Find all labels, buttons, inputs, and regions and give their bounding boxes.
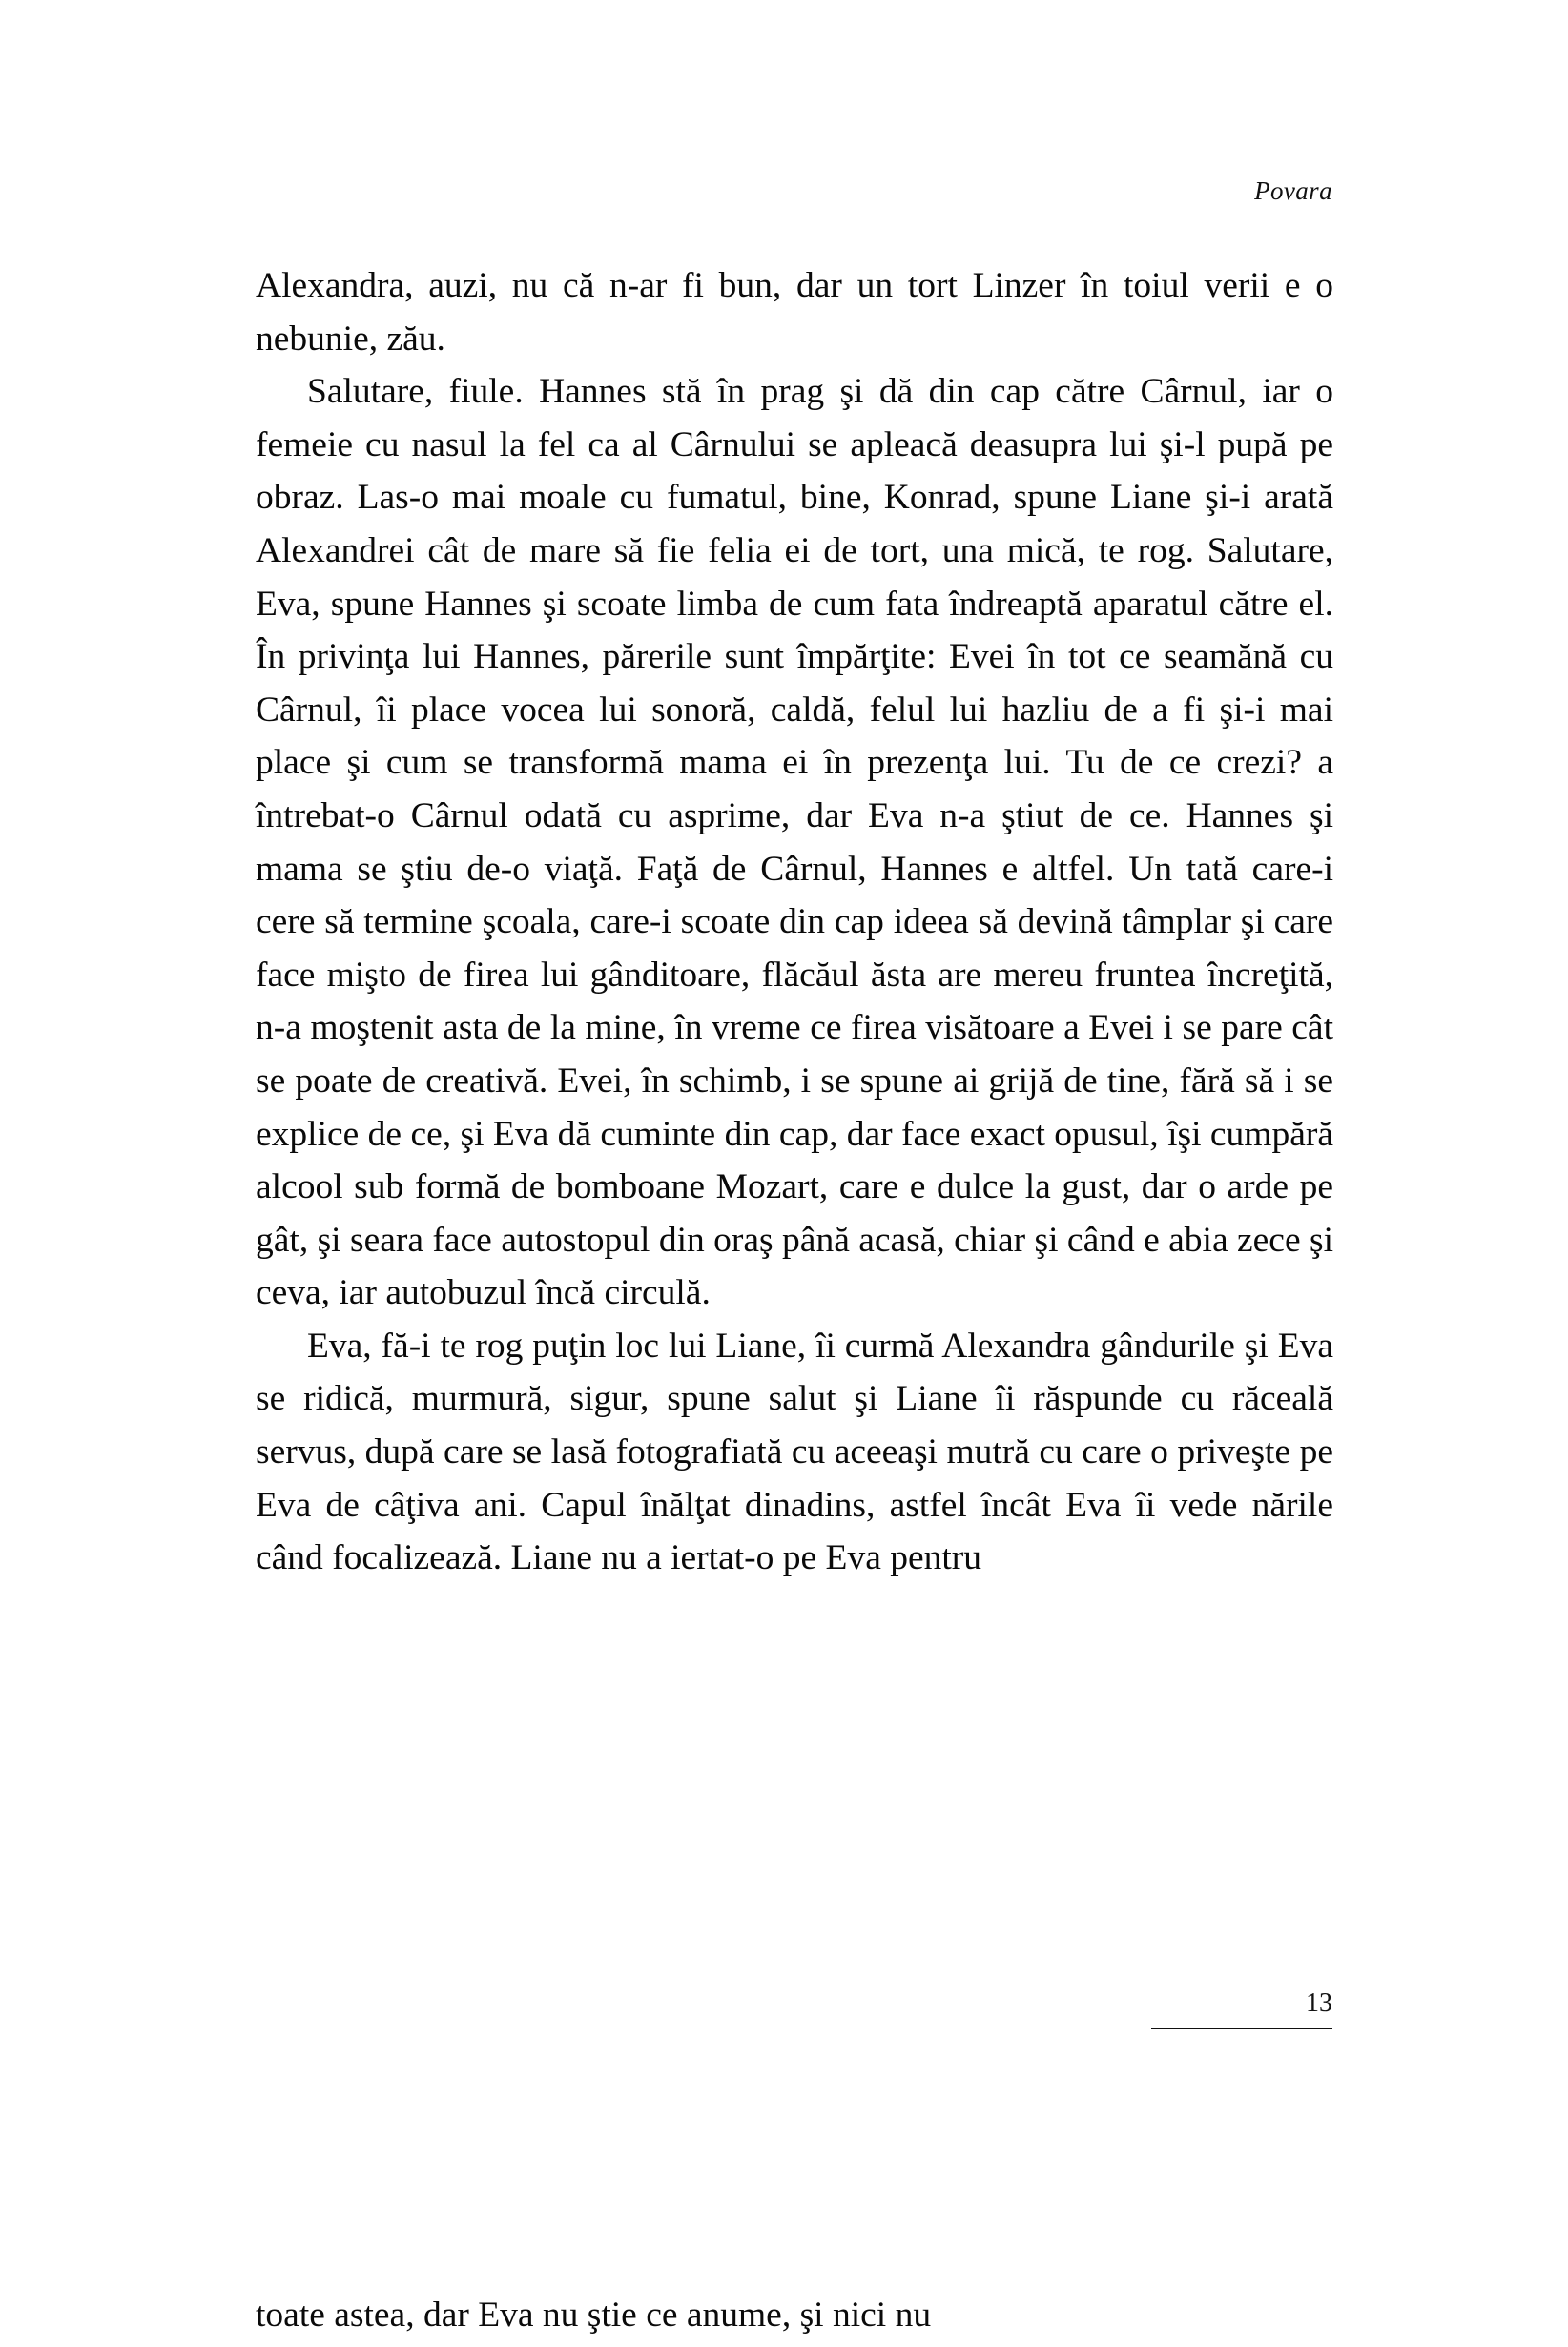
paragraph-3: Eva, fă-i te rog puţin loc lui Liane, îi curmă Alexandra gândurile şi Eva se ridică, murmură, sigur, spune salut şi Liane îi răspunde cu răceală servus, după care se lasă fotografiată cu aceeaşi mutră cu care o priveşte pe Eva de câţiva ani. Capul înălţat dinadins, astfel încât Eva îi vede nările când focalizează. Liane nu a iertat-o pe Eva pentru xyxy=(256,1326,1333,1578)
folio xyxy=(1151,1988,1332,2029)
page-number: 13 xyxy=(1306,1988,1332,2018)
body-text xyxy=(256,259,1333,1585)
running-head: Povara xyxy=(1254,176,1332,205)
paragraph-2: Salutare, fiule. Hannes stă în prag şi dă din cap către Cârnul, iar o femeie cu nasul la fel ca al Cârnului se apleacă deasupra lui şi-l pupă pe obraz. Las-o mai moale cu fumatul, bine, Konrad, spune Liane şi-i arată Alexandrei cât de mare să fie felia ei de tort, una mică, te rog. Salutare, Eva, spune Hannes şi scoate limba de cum fata îndreaptă aparatul către el. În privinţa lui Hannes, părerile sunt împărţite: Evei în tot ce seamănă cu Cârnul, îi place vocea lui sonoră, caldă, felul lui hazliu de a fi şi-i mai place şi cum se transformă mama ei în prezenţa lui. Tu de ce crezi? a întrebat-o Cârnul odată cu asprime, dar Eva n-a ştiut de ce. Hannes şi mama se ştiu de-o viaţă. Faţă de Cârnul, Hannes e altfel. Un tată care-i cere să termine şcoala, care-i scoate din cap ideea să devină tâmplar şi care face mişto de firea lui gânditoare, flăcăul ăsta are mereu fruntea încreţită, n-a moştenit asta de la mine, în vreme ce firea visătoare a Evei i se pare cât se poate de creativă. Evei, în schimb, i se spune ai grijă de tine, fără să i se explice de ce, şi Eva dă cuminte din cap, dar face exact opusul, îşi cumpără alcool sub formă de bomboane Mozart, care e dulce la gust, dar o arde pe gât, şi seara face autostopul din oraş până acasă, chiar şi când e abia zece şi ceva, iar autobuzul încă circulă. xyxy=(256,372,1333,1313)
paragraph-1: Alexandra, auzi, nu că n-ar fi bun, dar un tort Linzer în toiul verii e o nebunie, zău. xyxy=(256,266,1333,359)
folio-rule xyxy=(1151,2028,1332,2029)
next-page-fragment: toate astea, dar Eva nu ştie ce anume, şi nici nu xyxy=(256,2296,932,2335)
